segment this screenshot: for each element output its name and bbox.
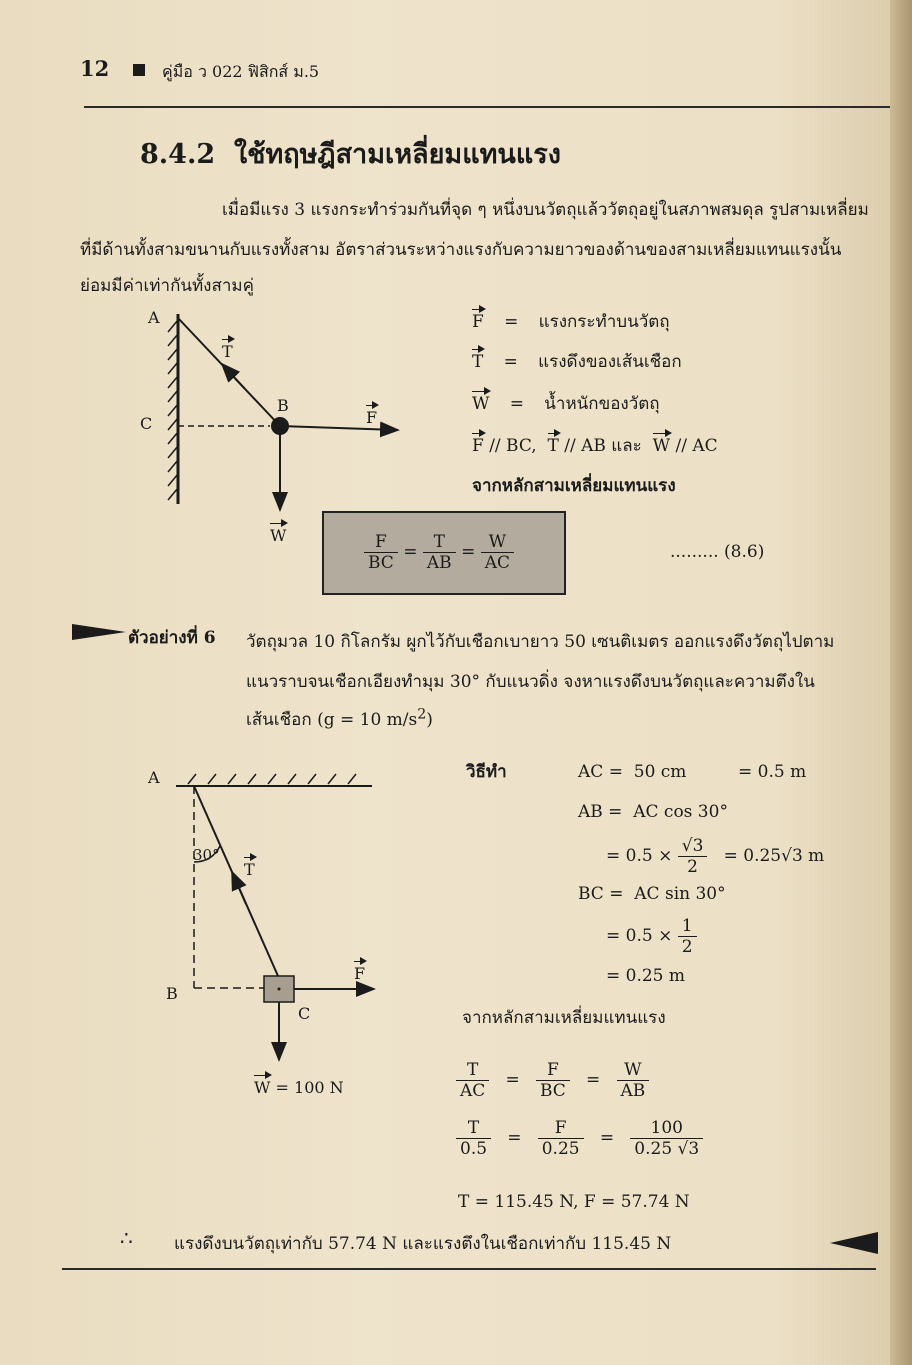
den: 0.25 (538, 1138, 584, 1159)
def-symbol: T (472, 352, 484, 372)
footer-rule (62, 1268, 876, 1270)
formula (364, 532, 514, 573)
example-label: ตัวอย่างที่ 6 (128, 628, 216, 648)
num: 1 (681, 916, 693, 936)
example-arrow-icon (72, 620, 128, 644)
diagram2-label-b: B (166, 984, 178, 1003)
definition-f (472, 308, 670, 335)
eq-sign: = (599, 1128, 615, 1148)
diagram2-label-t (244, 860, 255, 879)
equation-ref: ......... (8.6) (670, 542, 765, 562)
den: 2 (678, 856, 708, 877)
diagram1-label-t (222, 342, 233, 361)
principle-text: จากหลักสามเหลี่ยมแทนแรง (472, 476, 676, 496)
header-rule (84, 106, 890, 108)
solution-ab-2 (606, 836, 824, 877)
den: 0.25 √3 (630, 1138, 703, 1159)
diagram2-label-c: C (298, 1004, 311, 1023)
solution-label: วิธีทำ (466, 762, 507, 782)
den: AC (481, 552, 514, 573)
solution-principle: จากหลักสามเหลี่ยมแทนแรง (462, 1008, 666, 1028)
diagram1-label-b: B (277, 396, 289, 415)
diagram1-label-f (366, 408, 377, 427)
therefore-symbol: ∴ (120, 1226, 133, 1250)
example-line-1: วัตถุมวล 10 กิโลกรัม ผูกไว้กับเชือกเบายาว 50 เซนติเมตร ออกแรงดึงวัตถุไปตาม (246, 632, 835, 652)
eq-sign: = (505, 1070, 520, 1090)
vector-t: T (244, 860, 255, 879)
pre: = 0.5 × (606, 926, 673, 946)
lhs: AC = (578, 762, 623, 782)
definition-t (472, 348, 682, 375)
fraction-w-ac (481, 532, 514, 573)
ratio-row-1 (456, 1060, 649, 1101)
num: 100 (650, 1118, 683, 1138)
vector-f: F (354, 964, 366, 983)
diagram1-label-w (270, 526, 286, 545)
example-line-3-end: ) (426, 710, 433, 730)
section-number: 8.4.2 (140, 139, 216, 170)
intro-line-2: ที่มีด้านทั้งสามขนานกับแรงทั้งสาม อัตราส่วนระหว่างแรงกับความยาวของด้านของสามเหลี่ยมแทนแรงนั้น (80, 240, 842, 260)
lhs: AB = (578, 802, 623, 822)
vector-w: W (254, 1078, 271, 1097)
solution-ac-rhs: = 0.5 m (738, 762, 807, 782)
vector-f: F (366, 408, 378, 427)
num: T (433, 532, 445, 552)
eq-sign: = (586, 1070, 601, 1090)
den: 2 (678, 936, 697, 957)
rhs: AC cos 30° (633, 802, 728, 822)
solution-bc-3: = 0.25 m (606, 966, 686, 986)
fraction (630, 1118, 703, 1159)
page-number: 12 (80, 56, 110, 81)
num: T (467, 1118, 480, 1138)
section-title-text: ใช้ทฤษฎีสามเหลี่ยมแทนแรง (233, 139, 561, 170)
def-symbol: F (472, 312, 484, 332)
solution-ac (578, 762, 686, 782)
superscript: 2 (417, 706, 427, 723)
def-text: น้ำหนักของวัตถุ (544, 394, 660, 414)
def-symbol: W (472, 394, 490, 414)
example-line-2: แนวราบจนเชือกเอียงทำมุม 30° กับแนวดิ่ง จงหาแรงดึงบนวัตถุและความตึงใน (246, 672, 815, 692)
rhs: AC sin 30° (634, 884, 726, 904)
parallel-relations (472, 432, 718, 459)
diagram2-label-w (254, 1078, 344, 1097)
header-square-icon (133, 64, 145, 76)
fraction (536, 1060, 570, 1101)
relation-f: // BC, (489, 436, 537, 456)
section-title (140, 132, 561, 175)
num: W (488, 532, 507, 552)
example-line-3 (246, 706, 433, 733)
pre: = 0.5 × (606, 846, 673, 866)
w-value: = 100 N (275, 1078, 344, 1097)
den: AB (423, 552, 456, 573)
book-spine (890, 0, 912, 1365)
def-text: แรงกระทำบนวัตถุ (538, 312, 670, 332)
rhs: = 0.25√3 m (723, 846, 825, 866)
intro-line-1: เมื่อมีแรง 3 แรงกระทำร่วมกันที่จุด ๆ หนึ่งบนวัตถุแล้ววัตถุอยู่ในสภาพสมดุล รูปสามเหลี่ยม (222, 200, 869, 220)
conclusion-text: แรงดึงบนวัตถุเท่ากับ 57.74 N และแรงตึงในเชือกเท่ากับ 115.45 N (174, 1234, 672, 1254)
fraction (617, 1060, 650, 1101)
den: BC (364, 552, 398, 573)
vector-t: T (222, 342, 233, 361)
num: T (466, 1060, 479, 1080)
fraction (538, 1118, 584, 1159)
ratio-row-2 (456, 1118, 703, 1159)
intro-line-3: ย่อมมีค่าเท่ากันทั้งสามคู่ (80, 276, 254, 296)
vector-w: W (270, 526, 287, 545)
diagram1-label-a: A (148, 308, 160, 327)
book-title: คู่มือ ว 022 ฟิสิกส์ ม.5 (162, 62, 320, 81)
diagram1-label-c: C (140, 414, 153, 433)
diagram2-label-f (354, 964, 365, 983)
vector-w: W (652, 436, 671, 456)
def-eq: = (503, 352, 518, 372)
den: AB (617, 1080, 650, 1101)
fraction-f-bc (364, 532, 398, 573)
num: F (554, 1118, 567, 1138)
relation-t: // AB และ (564, 436, 642, 456)
mid: 50 cm (633, 762, 687, 782)
diagram2-label-a: A (148, 768, 160, 787)
eq-sign: = (461, 542, 476, 562)
eq-sign: = (507, 1128, 522, 1148)
fraction-sqrt3-2 (678, 836, 708, 877)
relation-w: // AC (675, 436, 718, 456)
solution-result: T = 115.45 N, F = 57.74 N (458, 1192, 690, 1212)
den: AC (456, 1080, 489, 1101)
fraction (456, 1060, 489, 1101)
end-arrow-icon (830, 1230, 880, 1256)
solution-bc (578, 884, 726, 904)
num: √3 (681, 836, 704, 856)
solution-bc-2 (606, 916, 697, 957)
eq-sign: = (403, 542, 418, 562)
num: W (624, 1060, 642, 1080)
fraction-1-2 (678, 916, 697, 957)
definition-w (472, 390, 660, 417)
vector-f: F (472, 436, 484, 456)
lhs: BC = (578, 884, 624, 904)
num: F (547, 1060, 559, 1080)
fraction-t-ab (423, 532, 456, 573)
den: BC (536, 1080, 570, 1101)
diagram2-angle: 30° (193, 846, 220, 864)
def-text: แรงดึงของเส้นเชือก (538, 352, 682, 372)
solution-ab (578, 802, 728, 822)
example-line-3-text: เส้นเชือก (g = 10 m/s (246, 710, 418, 730)
num: F (375, 532, 387, 552)
vector-t: T (547, 436, 559, 456)
force-diagram-2 (160, 770, 400, 1070)
def-eq: = (509, 394, 525, 414)
fraction (456, 1118, 491, 1159)
def-eq: = (504, 312, 519, 332)
den: 0.5 (456, 1138, 491, 1159)
